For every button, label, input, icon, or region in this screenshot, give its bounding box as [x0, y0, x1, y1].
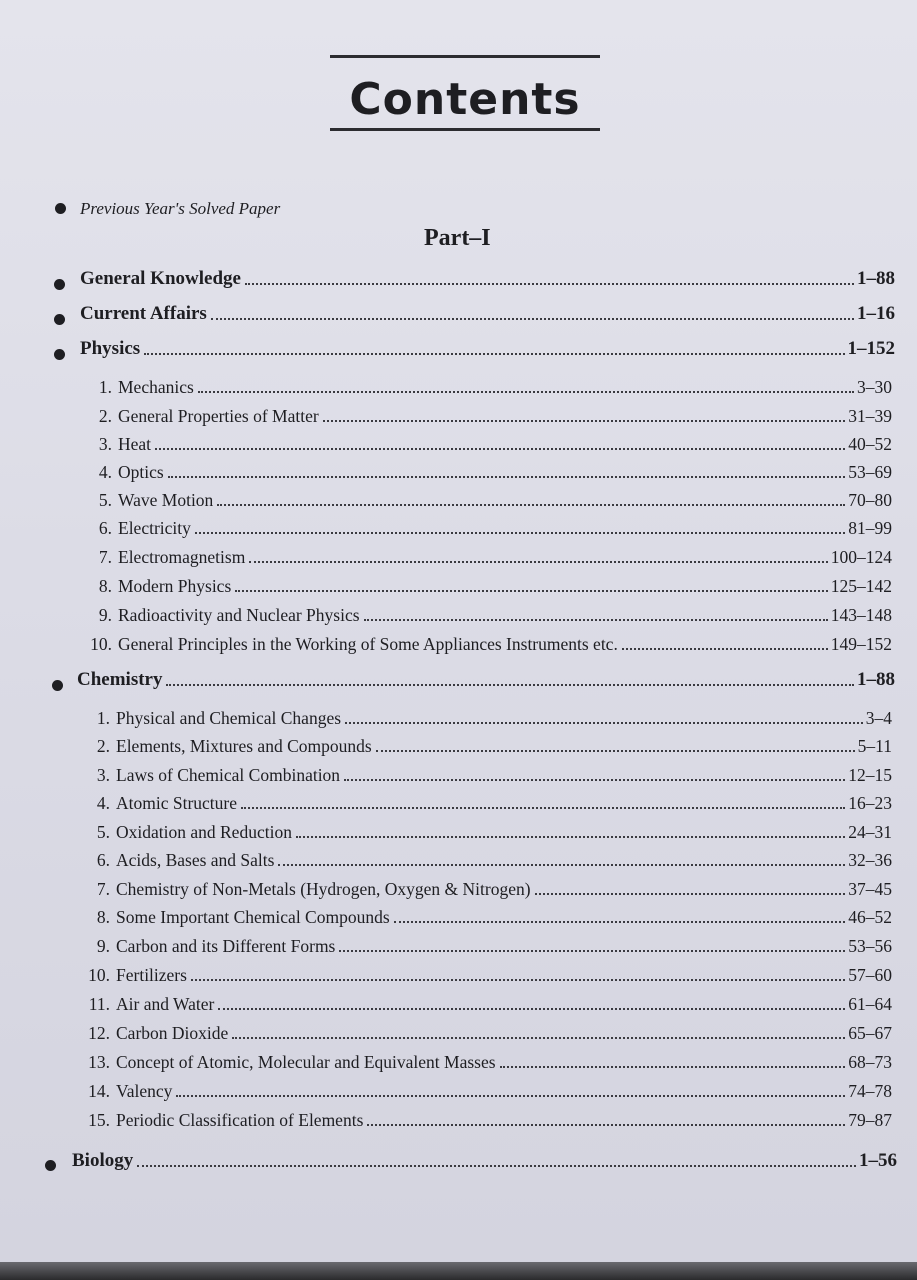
chapter-pages: 65–67 [848, 1023, 892, 1043]
chemistry-chapter-row[interactable] [70, 850, 892, 871]
page-edge-shadow [0, 1262, 917, 1280]
section-label: Chemistry [77, 669, 163, 690]
leader-dots [249, 561, 827, 563]
chapter-number: 14. [88, 1081, 110, 1101]
chapter-number: 4. [98, 462, 112, 482]
chapter-pages: 61–64 [848, 994, 892, 1014]
physics-chapter-row[interactable] [72, 634, 892, 655]
physics-chapter-row[interactable] [72, 605, 892, 626]
chapter-title: Carbon and its Different Forms [116, 936, 336, 956]
chemistry-chapter-row[interactable] [70, 765, 892, 786]
bullet-icon [45, 1160, 56, 1171]
section-label: Current Affairs [80, 303, 207, 324]
chapter-number: 4. [96, 793, 110, 813]
chapter-number: 6. [96, 850, 110, 870]
section-label: Physics [80, 338, 141, 359]
chapter-title: Atomic Structure [116, 793, 238, 813]
chapter-pages: 143–148 [830, 605, 892, 625]
section-pages: 1–16 [857, 303, 895, 324]
chapter-pages: 79–87 [848, 1110, 892, 1130]
part-heading: Part–I [424, 225, 491, 251]
chapter-title: Electromagnetism [118, 547, 246, 567]
chapter-title: Fertilizers [116, 965, 187, 985]
chapter-title: General Properties of Matter [118, 406, 319, 426]
chapter-pages: 125–142 [830, 576, 892, 596]
physics-chapter-row[interactable] [72, 518, 892, 539]
leader-dots [217, 504, 845, 506]
leader-dots [344, 779, 845, 781]
chemistry-chapter-row[interactable] [70, 708, 892, 729]
leader-dots [394, 921, 846, 923]
bullet-icon [55, 203, 66, 214]
chapter-title: General Principles in the Working of Some Appliances Instruments etc. [118, 634, 618, 654]
chapter-title: Laws of Chemical Combination [116, 765, 341, 785]
section-pages: 1–88 [857, 268, 895, 289]
chapter-pages: 149–152 [830, 634, 892, 654]
chapter-number: 5. [96, 822, 110, 842]
leader-dots [364, 619, 828, 621]
chapter-number: 7. [96, 879, 110, 899]
chapter-number: 1. [98, 377, 112, 397]
leader-dots [166, 684, 854, 686]
chapter-number: 6. [98, 518, 112, 538]
leader-dots [137, 1165, 856, 1167]
leader-dots [535, 893, 846, 895]
chapter-title: Physical and Chemical Changes [116, 708, 342, 728]
previous-paper-entry[interactable]: Previous Year's Solved Paper [80, 199, 281, 218]
chemistry-chapter-row[interactable] [70, 1052, 892, 1073]
chapter-pages: 100–124 [830, 547, 892, 567]
title-top-rule [330, 55, 600, 58]
leader-dots [376, 750, 855, 752]
chapter-pages: 53–69 [848, 462, 892, 482]
section-pages: 1–88 [857, 669, 895, 690]
chapter-title: Elements, Mixtures and Compounds [116, 736, 372, 756]
leader-dots [339, 950, 845, 952]
chapter-number: 11. [88, 994, 110, 1014]
chapter-title: Periodic Classification of Elements [116, 1110, 364, 1130]
chapter-pages: 3–4 [865, 708, 892, 728]
chapter-number: 9. [96, 936, 110, 956]
chapter-title: Air and Water [116, 994, 215, 1014]
leader-dots [235, 590, 827, 592]
section-label: General Knowledge [80, 268, 241, 289]
chapter-pages: 32–36 [848, 850, 892, 870]
bullet-icon [54, 349, 65, 360]
chapter-number: 8. [96, 907, 110, 927]
title-bottom-rule [330, 128, 600, 131]
section-label: Biology [72, 1150, 134, 1171]
chapter-pages: 46–52 [848, 907, 892, 927]
chapter-pages: 5–11 [857, 736, 892, 756]
chemistry-chapter-row[interactable] [70, 879, 892, 900]
chapter-pages: 70–80 [848, 490, 892, 510]
chapter-pages: 31–39 [848, 406, 892, 426]
chapter-pages: 16–23 [848, 793, 892, 813]
chapter-number: 12. [88, 1023, 110, 1043]
section-chemistry[interactable] [77, 669, 895, 691]
bullet-icon [54, 314, 65, 325]
chapter-pages: 24–31 [848, 822, 892, 842]
leader-dots [211, 318, 854, 320]
chapter-pages: 53–56 [848, 936, 892, 956]
chapter-title: Mechanics [118, 377, 194, 397]
chapter-number: 3. [98, 434, 112, 454]
bullet-icon [52, 680, 63, 691]
chapter-title: Valency [116, 1081, 173, 1101]
chapter-pages: 40–52 [848, 434, 892, 454]
physics-chapter-row[interactable] [72, 490, 892, 511]
chemistry-chapter-row[interactable] [70, 1081, 892, 1102]
section-pages: 1–152 [847, 338, 895, 359]
chapter-number: 3. [96, 765, 110, 785]
section-physics[interactable] [80, 338, 895, 360]
physics-chapter-row[interactable] [72, 406, 892, 427]
leader-dots [323, 420, 846, 422]
chemistry-chapter-row[interactable] [70, 965, 892, 986]
chapter-number: 10. [90, 634, 112, 654]
chapter-number: 1. [96, 708, 110, 728]
chemistry-chapter-row[interactable] [70, 822, 892, 843]
chapter-pages: 81–99 [848, 518, 892, 538]
leader-dots [622, 648, 828, 650]
leader-dots [155, 448, 845, 450]
leader-dots [195, 532, 845, 534]
chapter-title: Electricity [118, 518, 191, 538]
chapter-title: Some Important Chemical Compounds [116, 907, 390, 927]
chapter-number: 2. [96, 736, 110, 756]
leader-dots [345, 722, 863, 724]
chapter-number: 9. [98, 605, 112, 625]
chemistry-chapter-row[interactable] [70, 907, 892, 928]
leader-dots [168, 476, 846, 478]
chapter-pages: 68–73 [848, 1052, 892, 1072]
leader-dots [241, 807, 845, 809]
chapter-pages: 57–60 [848, 965, 892, 985]
chapter-number: 7. [98, 547, 112, 567]
leader-dots [367, 1124, 845, 1126]
chapter-title: Oxidation and Reduction [116, 822, 292, 842]
chapter-number: 10. [88, 965, 110, 985]
physics-chapter-row[interactable] [72, 576, 892, 597]
chapter-number: 5. [98, 490, 112, 510]
physics-chapter-row[interactable] [72, 547, 892, 568]
chemistry-chapter-row[interactable] [70, 793, 892, 814]
section-pages: 1–56 [859, 1150, 897, 1171]
chapter-number: 15. [88, 1110, 110, 1130]
chapter-title: Wave Motion [118, 490, 214, 510]
chapter-pages: 3–30 [857, 377, 892, 397]
chapter-number: 2. [98, 406, 112, 426]
chapter-pages: 37–45 [848, 879, 892, 899]
chapter-title: Concept of Atomic, Molecular and Equivalent Masses [116, 1052, 496, 1072]
leader-dots [278, 864, 845, 866]
chemistry-chapter-row[interactable] [70, 936, 892, 957]
chemistry-chapter-row[interactable] [70, 1110, 892, 1131]
leader-dots [245, 283, 854, 285]
leader-dots [176, 1095, 845, 1097]
chemistry-chapter-row[interactable] [70, 736, 892, 757]
leader-dots [144, 353, 844, 355]
physics-chapter-row[interactable] [72, 462, 892, 483]
chapter-title: Radioactivity and Nuclear Physics [118, 605, 360, 625]
chapter-number: 13. [88, 1052, 110, 1072]
leader-dots [218, 1008, 845, 1010]
chapter-title: Heat [118, 434, 152, 454]
leader-dots [198, 391, 854, 393]
page-title: Contents [349, 74, 581, 125]
chapter-title: Modern Physics [118, 576, 232, 596]
chemistry-chapter-row[interactable] [70, 1023, 892, 1044]
leader-dots [500, 1066, 846, 1068]
chapter-pages: 74–78 [848, 1081, 892, 1101]
chapter-title: Chemistry of Non-Metals (Hydrogen, Oxygen & Nitrogen) [116, 879, 531, 899]
chapter-title: Carbon Dioxide [116, 1023, 229, 1043]
section-current-affairs[interactable] [80, 303, 895, 325]
chemistry-chapter-row[interactable] [70, 994, 892, 1015]
physics-chapter-row[interactable] [72, 434, 892, 455]
bullet-icon [54, 279, 65, 290]
chapter-title: Optics [118, 462, 164, 482]
chapter-number: 8. [98, 576, 112, 596]
leader-dots [191, 979, 845, 981]
leader-dots [232, 1037, 845, 1039]
section-biology[interactable] [72, 1150, 897, 1172]
leader-dots [296, 836, 845, 838]
chapter-pages: 12–15 [848, 765, 892, 785]
physics-chapter-row[interactable] [72, 377, 892, 398]
chapter-title: Acids, Bases and Salts [116, 850, 275, 870]
section-general-knowledge[interactable] [80, 268, 895, 290]
